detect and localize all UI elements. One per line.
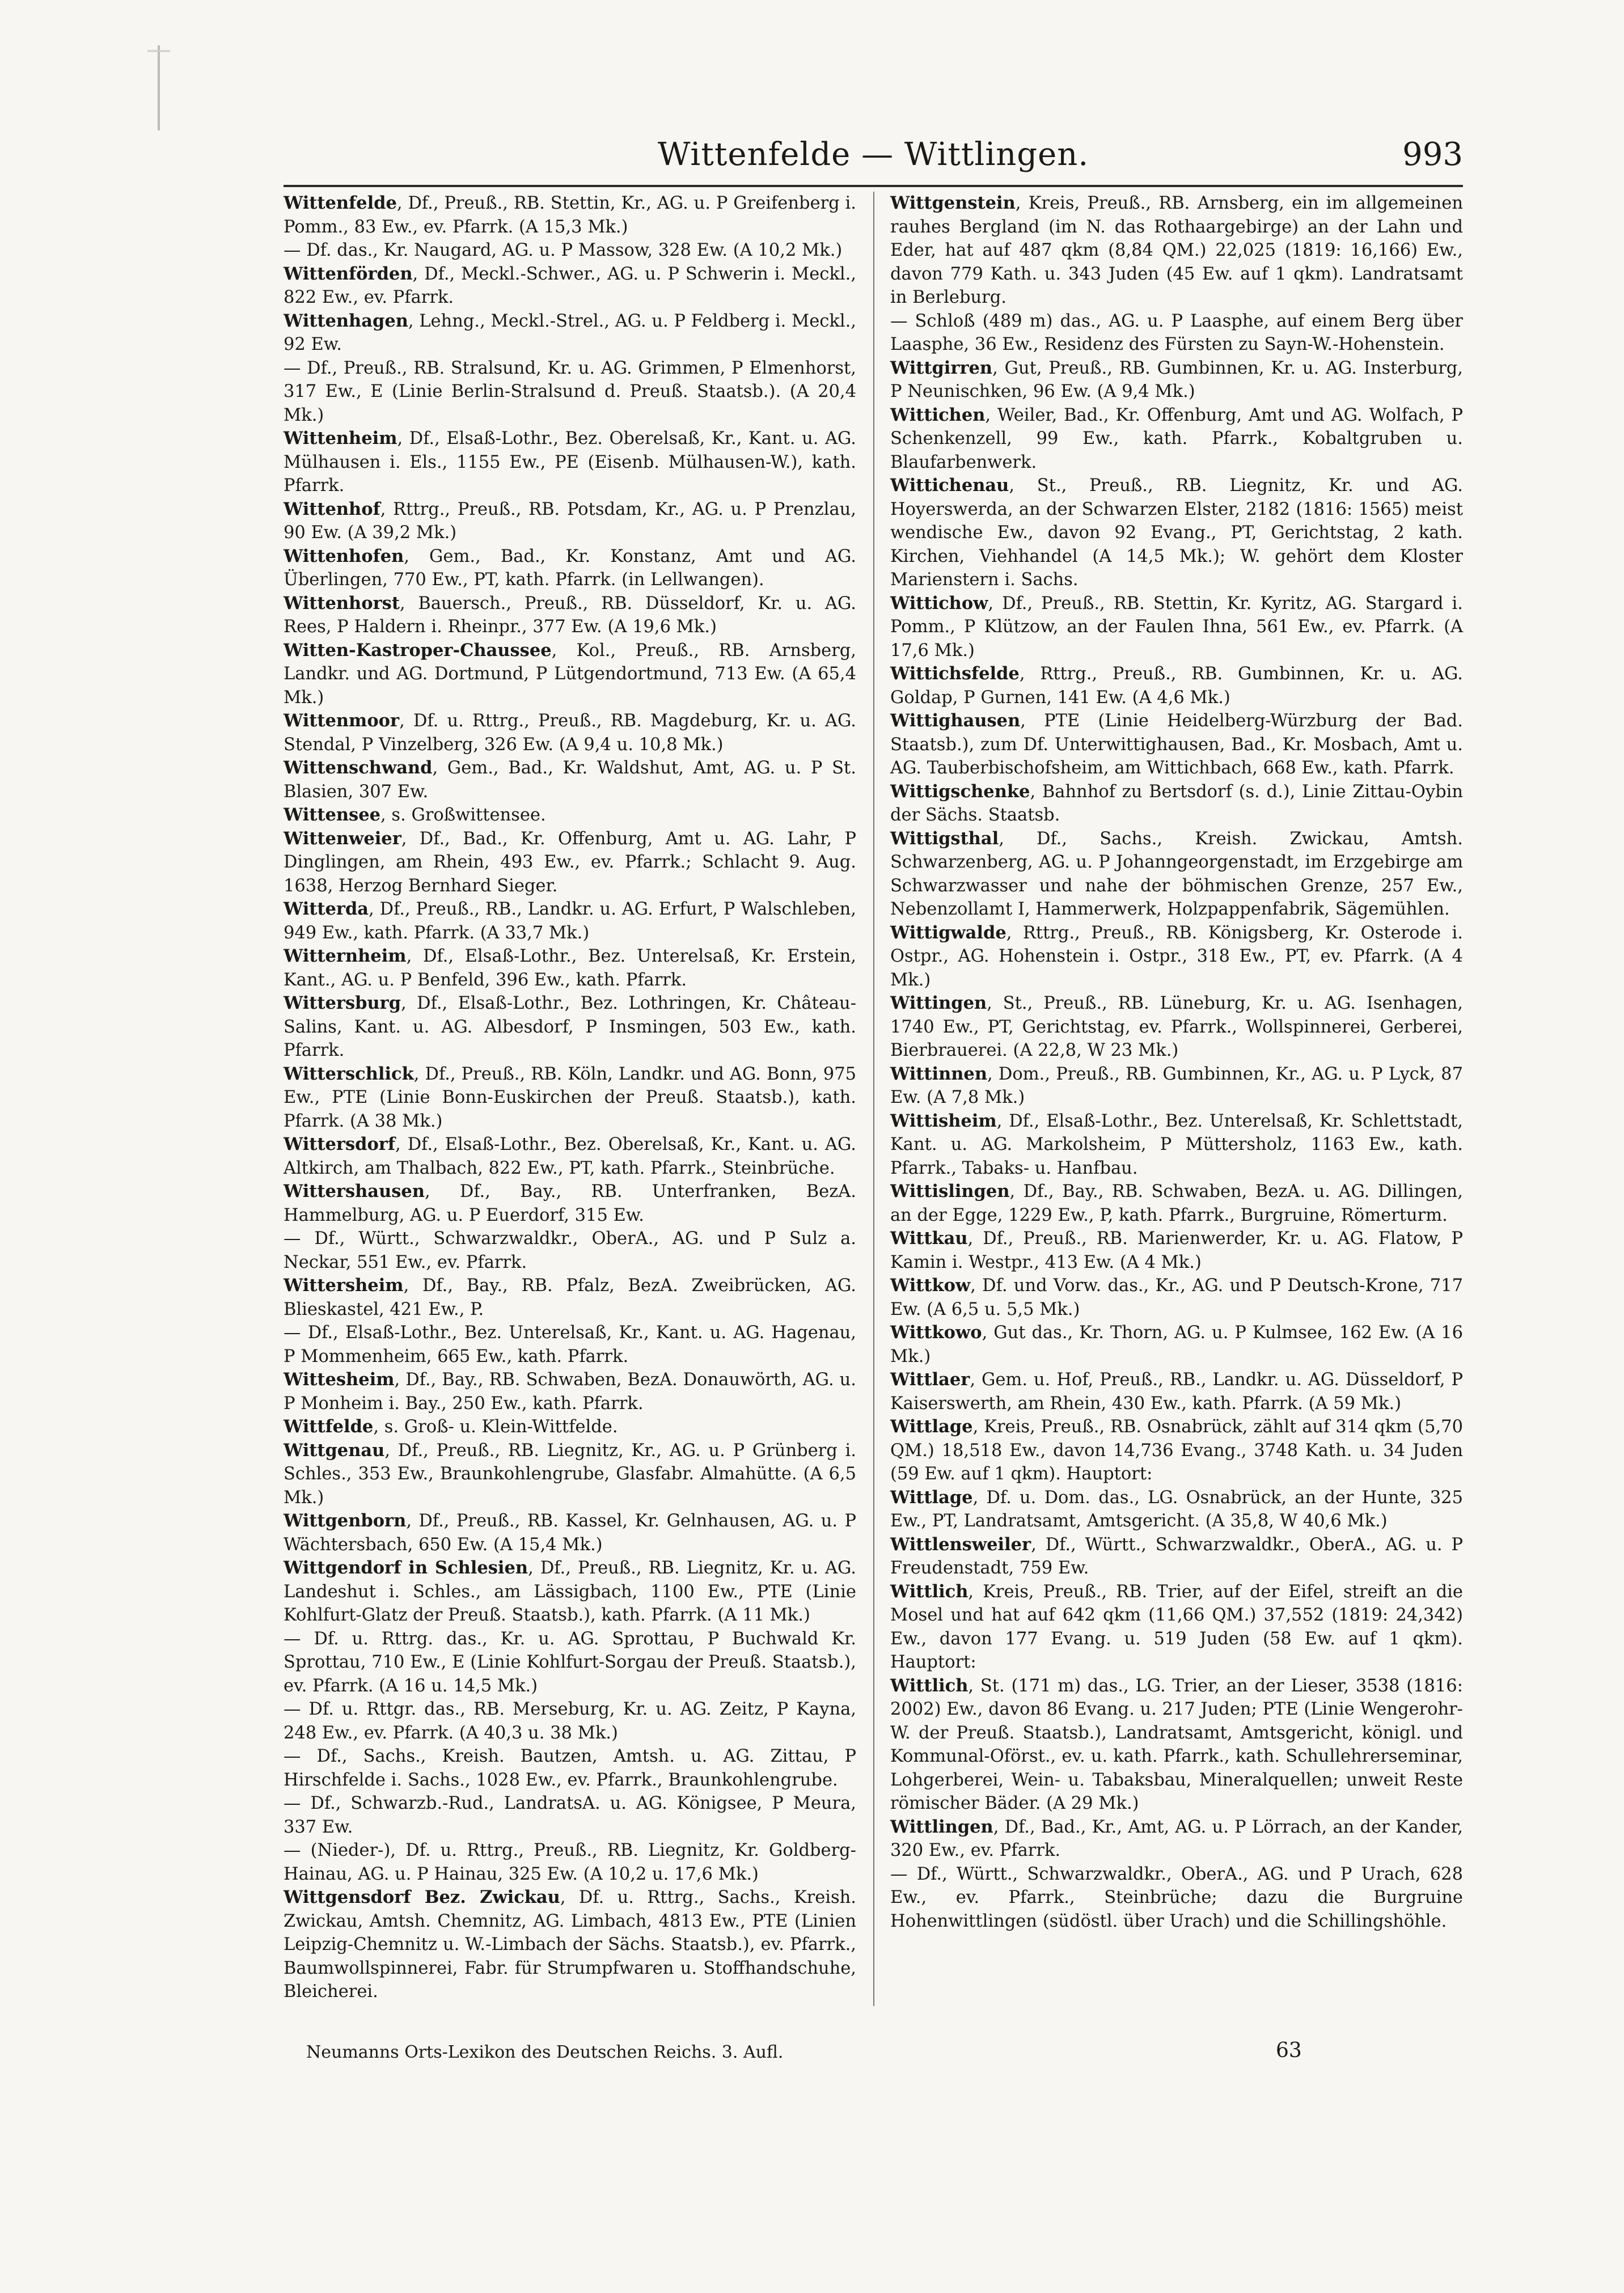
- lexicon-entry: [284, 310, 856, 357]
- text-columns: [284, 192, 1463, 2034]
- lexicon-entry: [890, 1580, 1463, 1674]
- lexicon-entry: [890, 780, 1463, 827]
- entry-text: — Df. u. Rttrg. das., Kr. u. AG. Sprottau, P Buchwald Kr. Sprottau, 710 Ew., E (Linie Kohlfurt-Sorgau der Preuß. Staatsb.), ev. Pfarrk. (A 16 u. 14,5 Mk.): [284, 1628, 856, 1696]
- entry-headword: Wittenschwand: [284, 758, 433, 778]
- lexicon-entry: [890, 1415, 1463, 1486]
- entry-text: , Df., Preuß., RB. Marienwerder, Kr. u. AG. Flatow, P Kamin i. Westpr., 413 Ew. (A 4 Mk.): [890, 1229, 1463, 1272]
- entry-headword: Wittichsfelde: [890, 663, 1020, 684]
- lexicon-entry: [284, 1321, 856, 1368]
- entry-headword: Witterda: [284, 899, 369, 919]
- header-rule: [284, 185, 1463, 187]
- entry-headword: Wittenheim: [284, 428, 397, 449]
- lexicon-entry: [284, 1180, 856, 1227]
- lexicon-entry: [890, 1321, 1463, 1368]
- entry-text: — Df., Sachs., Kreish. Bautzen, Amtsh. u. AG. Zittau, P Hirschfelde i. Sachs., 1028 Ew., ev. Pfarrk., Braunkohlengrube.: [284, 1746, 856, 1790]
- lexicon-entry: [284, 1274, 856, 1321]
- entry-text: , Df., Preuß., RB. Stettin, Kr. Kyritz, AG. Stargard i. Pomm., P Klützow, an der Faulen Ihna, 561 Ew., ev. Pfarrk. (A 17,6 Mk.): [890, 593, 1463, 661]
- printer-signature: 63: [1276, 2039, 1302, 2062]
- entry-text: , Df., Elsaß-Lothr., Bez. Unterelsaß, Kr. Erstein, Kant., AG. u. P Benfeld, 396 Ew., kath. Pfarrk.: [284, 946, 856, 990]
- lexicon-entry: [890, 921, 1463, 992]
- lexicon-entry: [284, 545, 856, 592]
- entry-text: , Df., Elsaß-Lothr., Bez. Unterelsaß, Kr. Schlettstadt, Kant. u. AG. Markolsheim, P Müttersholz, 1163 Ew., kath. Pfarrk., Tabaks- u. Hanfbau.: [890, 1111, 1463, 1178]
- lexicon-entry: [284, 827, 856, 898]
- entry-headword: Wittenmoor: [284, 710, 400, 731]
- entry-headword: Wittichow: [890, 593, 988, 614]
- lexicon-entry: [890, 1816, 1463, 1863]
- entry-text: , Df. und Vorw. das., Kr., AG. und P Deutsch-Krone, 717 Ew. (A 6,5 u. 5,5 Mk.): [890, 1276, 1463, 1319]
- entry-headword: Wittigschenke: [890, 781, 1030, 802]
- lexicon-entry: [284, 498, 856, 545]
- entry-text: , St., Preuß., RB. Liegnitz, Kr. und AG. Hoyerswerda, an der Schwarzen Elster, 2182 (1816: 1565) meist wendische Ew., davon 92 Evang., PT, Gerichtstag, 2 kath. Kirchen, Viehhandel (A 14,5 Mk.); W. gehört dem Kloster Marienstern i. Sachs.: [890, 476, 1463, 590]
- lexicon-entry: [890, 1863, 1463, 1934]
- lexicon-entry: [284, 1792, 856, 1839]
- lexicon-entry: [284, 709, 856, 756]
- lexicon-entry: [890, 357, 1463, 404]
- entry-text: , Df., Elsaß-Lothr., Bez. Oberelsaß, Kr., Kant. u. AG. Mülhausen i. Els., 1155 Ew., PE (Eisenb. Mülhausen-W.), kath. Pfarrk.: [284, 429, 856, 496]
- entry-headword: Wittinnen: [890, 1063, 987, 1084]
- entry-headword: Wittgirren: [890, 357, 993, 378]
- entry-text: — (Nieder-), Df. u. Rttrg., Preuß., RB. Liegnitz, Kr. Goldberg-Hainau, AG. u. P Hainau, 325 Ew. (A 10,2 u. 17,6 Mk.): [284, 1841, 856, 1884]
- lexicon-entry: [890, 1110, 1463, 1181]
- entry-text: , Gut das., Kr. Thorn, AG. u. P Kulmsee, 162 Ew. (A 16 Mk.): [890, 1323, 1463, 1367]
- entry-headword: Wittgenstein: [890, 193, 1016, 213]
- entry-headword: Wittenhorst: [284, 593, 400, 614]
- entry-text: , Df. u. Dom. das., LG. Osnabrück, an der Hunte, 325 Ew., PT, Landratsamt, Amtsgericht. (A 35,8, W 40,6 Mk.): [890, 1487, 1463, 1531]
- entry-headword: Wittesheim: [284, 1369, 395, 1390]
- entry-text: , Df. u. Rttrg., Sachs., Kreish. Zwickau, Amtsh. Chemnitz, AG. Limbach, 4813 Ew., PTE (Linien Leipzig-Chemnitz u. W.-Limbach der Sächs. Staatsb.), ev. Pfarrk., Baumwollspinnerei, Fabr. für Strumpfwaren u. Stoffhandschuhe, Bleicherei.: [284, 1888, 856, 2002]
- entry-text: — Df., Preuß., RB. Stralsund, Kr. u. AG. Grimmen, P Elmenhorst, 317 Ew., E (Linie Berlin-Stralsund d. Preuß. Staatsb.). (A 20,4 Mk.): [284, 358, 856, 425]
- entry-text: , Df., Sachs., Kreish. Zwickau, Amtsh. Schwarzenberg, AG. u. P Johanngeorgenstadt, im Erzgebirge am Schwarzwasser und nahe der böhmischen Grenze, 257 Ew., Nebenzollamt I, Hammerwerk, Holzpappenfabrik, Sägemühlen.: [890, 828, 1463, 919]
- lexicon-entry: [890, 1486, 1463, 1533]
- entry-text: , Df., Preuß., RB. Köln, Landkr. und AG. Bonn, 975 Ew., PTE (Linie Bonn-Euskirchen der Preuß. Staatsb.), kath. Pfarrk. (A 38 Mk.): [284, 1064, 856, 1131]
- lexicon-entry: [284, 992, 856, 1063]
- entry-headword: Wittenförden: [284, 263, 413, 284]
- lexicon-entry: [890, 1368, 1463, 1415]
- lexicon-entry: [284, 1745, 856, 1792]
- lexicon-entry: [890, 1227, 1463, 1274]
- entry-text: , Df., Bay., RB. Unterfranken, BezA. Hammelburg, AG. u. P Euerdorf, 315 Ew.: [284, 1182, 856, 1225]
- lexicon-entry: [284, 1439, 856, 1510]
- lexicon-entry: [284, 239, 856, 263]
- entry-headword: Wittersburg: [284, 993, 401, 1013]
- entry-headword: Wittensee: [284, 805, 381, 825]
- entry-text: , Df., Bad., Kr., Amt, AG. u. P Lörrach, an der Kander, 320 Ew., ev. Pfarrk.: [890, 1817, 1463, 1860]
- lexicon-entry: [284, 1698, 856, 1745]
- entry-headword: Wittenhagen: [284, 310, 408, 331]
- lexicon-entry: [890, 827, 1463, 921]
- lexicon-entry: [284, 1627, 856, 1698]
- entry-text: , Gem., Bad., Kr. Waldshut, Amt, AG. u. P St. Blasien, 307 Ew.: [284, 758, 856, 802]
- right-column: [890, 192, 1463, 2034]
- entry-text: — Df., Elsaß-Lothr., Bez. Unterelsaß, Kr., Kant. u. AG. Hagenau, P Mommenheim, 665 Ew., kath. Pfarrk.: [284, 1323, 856, 1367]
- entry-headword: Wittgendorf in Schlesien: [284, 1558, 528, 1578]
- lexicon-entry: [284, 1368, 856, 1415]
- entry-headword: Witternheim: [284, 946, 407, 966]
- entry-text: , Df., Preuß., RB. Kassel, Kr. Gelnhausen, AG. u. P Wächtersbach, 650 Ew. (A 15,4 Mk.): [284, 1511, 856, 1555]
- entry-headword: Wittisheim: [890, 1110, 997, 1131]
- entry-text: , Kreis, Preuß., RB. Arnsberg, ein im allgemeinen rauhes Bergland (im N. das Rothaargebirge) an der Lahn und Eder, hat auf 487 qkm (8,84 QM.) 22,025 (1819: 16,166) Ew., davon 779 Kath. u. 343 Juden (45 Ew. auf 1 qkm). Landratsamt in Berleburg.: [890, 193, 1463, 307]
- entry-headword: Wittfelde: [284, 1416, 374, 1437]
- entry-text: , PTE (Linie Heidelberg-Würzburg der Bad. Staatsb.), zum Df. Unterwittighausen, Bad., Kr. Mosbach, Amt u. AG. Tauberbischofsheim, am Wittichbach, 668 Ew., kath. Pfarrk.: [890, 711, 1463, 778]
- lexicon-entry: [284, 898, 856, 945]
- entry-text: , Df., Elsaß-Lothr., Bez. Oberelsaß, Kr., Kant. u. AG. Altkirch, am Thalbach, 822 Ew., PT, kath. Pfarrk., Steinbrüche.: [284, 1135, 856, 1178]
- lexicon-entry: [890, 1180, 1463, 1227]
- entry-headword: Wittenfelde: [284, 193, 397, 213]
- lexicon-entry: [284, 1063, 856, 1133]
- page-number: 993: [1402, 136, 1463, 173]
- entry-text: , Df., Meckl.-Schwer., AG. u. P Schwerin i. Meckl., 822 Ew., ev. Pfarrk.: [284, 264, 856, 307]
- entry-text: , Gut, Preuß., RB. Gumbinnen, Kr. u. AG. Insterburg, P Neunischken, 96 Ew. (A 9,4 Mk.): [890, 358, 1463, 401]
- lexicon-entry: [890, 592, 1463, 663]
- entry-headword: Wittgensdorf Bez. Zwickau: [284, 1887, 560, 1907]
- entry-text: , Gem., Bad., Kr. Konstanz, Amt und AG. Überlingen, 770 Ew., PT, kath. Pfarrk. (in Lellwangen).: [284, 546, 856, 590]
- entry-headword: Wittenweier: [284, 828, 401, 849]
- entry-headword: Wittislingen: [890, 1181, 1010, 1202]
- entry-text: , Df., Preuß., RB. Liegnitz, Kr., AG. u. P Grünberg i. Schles., 353 Ew., Braunkohlengrube, Glasfabr. Almahütte. (A 6,5 Mk.): [284, 1440, 856, 1508]
- lexicon-entry: [284, 192, 856, 239]
- entry-headword: Witten-Kastroper-Chaussee: [284, 640, 552, 661]
- entry-headword: Wittigsthal: [890, 828, 999, 849]
- entry-text: — Df., Württ., Schwarzwaldkr., OberA., AG. und P Sulz a. Neckar, 551 Ew., ev. Pfarrk.: [284, 1229, 856, 1272]
- entry-headword: Wittgenau: [284, 1440, 385, 1461]
- entry-text: , Dom., Preuß., RB. Gumbinnen, Kr., AG. u. P Lyck, 87 Ew. (A 7,8 Mk.): [890, 1064, 1463, 1107]
- binding-mark: [142, 45, 176, 130]
- lexicon-entry: [890, 474, 1463, 592]
- entry-text: , Df., Preuß., RB. Liegnitz, Kr. u. AG. Landeshut i. Schles., am Lässigbach, 1100 Ew., PTE (Linie Kohlfurt-Glatz der Preuß. Staatsb.), kath. Pfarrk. (A 11 Mk.): [284, 1558, 856, 1625]
- entry-text: , Df. u. Rttrg., Preuß., RB. Magdeburg, Kr. u. AG. Stendal, P Vinzelberg, 326 Ew. (A 9,4 u. 10,8 Mk.): [284, 711, 856, 755]
- lexicon-entry: [284, 1133, 856, 1180]
- lexicon-entry: [890, 1533, 1463, 1580]
- entry-headword: Wittkow: [890, 1275, 971, 1296]
- entry-headword: Wittershausen: [284, 1181, 425, 1202]
- entry-text: , Bahnhof zu Bertsdorf (s. d.), Linie Zittau-Oybin der Sächs. Staatsb.: [890, 781, 1463, 825]
- lexicon-entry: [284, 263, 856, 310]
- lexicon-entry: [890, 310, 1463, 357]
- lexicon-entry: [284, 592, 856, 639]
- entry-text: , Rttrg., Preuß., RB. Gumbinnen, Kr. u. AG. Goldap, P Gurnen, 141 Ew. (A 4,6 Mk.): [890, 664, 1463, 708]
- lexicon-entry: [890, 192, 1463, 310]
- entry-text: , Df., Bay., RB. Schwaben, BezA. Donauwörth, AG. u. P Monheim i. Bay., 250 Ew., kath. Pfarrk.: [284, 1370, 856, 1414]
- entry-text: , Df., Elsaß-Lothr., Bez. Lothringen, Kr. Château-Salins, Kant. u. AG. Albesdorf, P Insmingen, 503 Ew., kath. Pfarrk.: [284, 993, 856, 1060]
- entry-text: , Rttrg., Preuß., RB. Potsdam, Kr., AG. u. P Prenzlau, 90 Ew. (A 39,2 Mk.): [284, 499, 856, 543]
- entry-text: — Df. u. Rttgr. das., RB. Merseburg, Kr. u. AG. Zeitz, P Kayna, 248 Ew., ev. Pfarrk. (A 40,3 u. 38 Mk.): [284, 1699, 856, 1743]
- lexicon-entry: [284, 1556, 856, 1627]
- entry-text: , Df., Preuß., RB. Stettin, Kr., AG. u. P Greifenberg i. Pomm., 83 Ew., ev. Pfarrk. (A 15,3 Mk.): [284, 193, 856, 237]
- entry-text: , Df., Bay., RB. Schwaben, BezA. u. AG. Dillingen, an der Egge, 1229 Ew., P, kath. Pfarrk., Burgruine, Römerturm.: [890, 1182, 1463, 1225]
- left-column: [284, 192, 856, 2034]
- entry-headword: Wittichenau: [890, 475, 1009, 496]
- lexicon-entry: [890, 992, 1463, 1063]
- lexicon-entry: [284, 1839, 856, 1886]
- entry-text: , Df., Bad., Kr. Offenburg, Amt u. AG. Lahr, P Dinglingen, am Rhein, 493 Ew., ev. Pfarrk.; Schlacht 9. Aug. 1638, Herzog Bernhard Sieger.: [284, 828, 856, 896]
- entry-headword: Wittlage: [890, 1416, 973, 1437]
- entry-text: — Df., Schwarzb.-Rud., LandratsA. u. AG. Königsee, P Meura, 337 Ew.: [284, 1793, 856, 1837]
- lexicon-entry: [284, 945, 856, 992]
- entry-text: , Bauersch., Preuß., RB. Düsseldorf, Kr. u. AG. Rees, P Haldern i. Rheinpr., 377 Ew. (A 19,6 Mk.): [284, 593, 856, 637]
- entry-headword: Wittichen: [890, 404, 986, 425]
- page-header: [284, 136, 1463, 187]
- lexicon-entry: [284, 1415, 856, 1439]
- entry-headword: Wittenhofen: [284, 545, 404, 566]
- entry-headword: Wittlich: [890, 1581, 969, 1602]
- entry-headword: Witterschlick: [284, 1063, 414, 1084]
- entry-text: , Kol., Preuß., RB. Arnsberg, Landkr. und AG. Dortmund, P Lütgendortmund, 713 Ew. (A 65,4 Mk.): [284, 640, 856, 708]
- lexicon-entry: [284, 803, 856, 827]
- entry-headword: Wittlensweiler: [890, 1534, 1031, 1555]
- entry-text: , Df., Preuß., RB., Landkr. u. AG. Erfurt, P Walschleben, 949 Ew., kath. Pfarrk. (A 33,7 Mk.): [284, 899, 856, 943]
- entry-text: , Rttrg., Preuß., RB. Königsberg, Kr. Osterode i. Ostpr., AG. Hohenstein i. Ostpr., 318 Ew., PT, ev. Pfarrk. (A 4 Mk.): [890, 923, 1463, 990]
- entry-text: , Df., Bay., RB. Pfalz, BezA. Zweibrücken, AG. Blieskastel, 421 Ew., P.: [284, 1276, 856, 1319]
- page-title: Wittenfelde — Wittlingen.: [657, 136, 1089, 173]
- entry-text: — Schloß (489 m) das., AG. u. P Laasphe, auf einem Berg über Laasphe, 36 Ew., Residenz des Fürsten zu Sayn-W.-Hohenstein.: [890, 311, 1463, 354]
- entry-text: , s. Groß- u. Klein-Wittfelde.: [373, 1417, 618, 1437]
- lexicon-entry: [284, 427, 856, 498]
- entry-text: , St. (171 m) das., LG. Trier, an der Lieser, 3538 (1816: 2002) Ew., davon 86 Evang. u. 217 Juden; PTE (Linie Wengerohr-W. der Preuß. Staatsb.), Landratsamt, Amtsgericht, königl. und Kommunal-Oförst., ev. u. kath. Pfarrk., kath. Schullehrerseminar, Lohgerberei, Wein- u. Tabaksbau, Mineralquellen; unweit Reste römischer Bäder. (A 29 Mk.): [890, 1676, 1463, 1813]
- lexicon-entry: [890, 1274, 1463, 1321]
- entry-text: , Gem. u. Hof, Preuß., RB., Landkr. u. AG. Düsseldorf, P Kaiserswerth, am Rhein, 430 Ew., kath. Pfarrk. (A 59 Mk.): [890, 1370, 1463, 1414]
- entry-text: — Df. das., Kr. Naugard, AG. u. P Massow, 328 Ew. (A 10,2 Mk.): [284, 240, 843, 260]
- lexicon-entry: [890, 709, 1463, 780]
- column-divider: [873, 192, 874, 2006]
- entry-headword: Wittkowo: [890, 1322, 982, 1343]
- entry-text: , Df., Württ., Schwarzwaldkr., OberA., AG. u. P Freudenstadt, 759 Ew.: [890, 1534, 1463, 1578]
- page-footer: [306, 2039, 1463, 2071]
- entry-text: , s. Großwittensee.: [380, 805, 546, 825]
- entry-headword: Wittlage: [890, 1487, 973, 1508]
- lexicon-entry: [284, 357, 856, 428]
- entry-text: , Weiler, Bad., Kr. Offenburg, Amt und AG. Wolfach, P Schenkenzell, 99 Ew., kath. Pfarrk., Kobaltgruben u. Blaufarbenwerk.: [890, 405, 1463, 472]
- entry-text: , Lehng., Meckl.-Strel., AG. u. P Feldberg i. Meckl., 92 Ew.: [284, 311, 856, 354]
- entry-headword: Wittkau: [890, 1228, 968, 1249]
- lexicon-entry: [890, 662, 1463, 709]
- entry-text: — Df., Württ., Schwarzwaldkr., OberA., AG. und P Urach, 628 Ew., ev. Pfarrk., Steinbrüche; dazu die Burgruine Hohenwittlingen (südöstl. über Urach) und die Schillingshöhle.: [890, 1864, 1463, 1931]
- footer-imprint: Neumanns Orts-Lexikon des Deutschen Reichs. 3. Aufl.: [306, 2042, 784, 2062]
- lexicon-entry: [890, 1674, 1463, 1816]
- entry-headword: Wittlaer: [890, 1369, 970, 1390]
- lexicon-entry: [284, 1886, 856, 2004]
- entry-text: , St., Preuß., RB. Lüneburg, Kr. u. AG. Isenhagen, 1740 Ew., PT, Gerichtstag, ev. Pfarrk., Wollspinnerei, Gerberei, Bierbrauerei. (A 22,8, W 23 Mk.): [890, 993, 1463, 1060]
- entry-text: , Kreis, Preuß., RB. Osnabrück, zählt auf 314 qkm (5,70 QM.) 18,518 Ew., davon 14,736 Evang., 3748 Kath. u. 34 Juden (59 Ew. auf 1 qkm). Hauptort:: [890, 1417, 1463, 1484]
- entry-headword: Wittenhof: [284, 498, 380, 519]
- lexicon-entry: [284, 1227, 856, 1274]
- lexicon-entry: [890, 404, 1463, 475]
- entry-headword: Wittingen: [890, 993, 987, 1013]
- entry-headword: Wittlich: [890, 1675, 969, 1696]
- lexicon-entry: [284, 1509, 856, 1556]
- entry-headword: Wittighausen: [890, 710, 1021, 731]
- entry-headword: Wittersdorf: [284, 1134, 395, 1154]
- entry-headword: Wittgenborn: [284, 1511, 407, 1531]
- entry-headword: Wittlingen: [890, 1816, 993, 1837]
- lexicon-entry: [284, 639, 856, 710]
- lexicon-entry: [284, 756, 856, 803]
- lexicon-entry: [890, 1063, 1463, 1110]
- entry-text: , Kreis, Preuß., RB. Trier, auf der Eifel, streift an die Mosel und hat auf 642 qkm (11,66 QM.) 37,552 (1819: 24,342) Ew., davon 177 Evang. u. 519 Juden (58 Ew. auf 1 qkm). Hauptort:: [890, 1581, 1463, 1672]
- entry-headword: Wittersheim: [284, 1275, 404, 1296]
- entry-headword: Wittigwalde: [890, 922, 1006, 943]
